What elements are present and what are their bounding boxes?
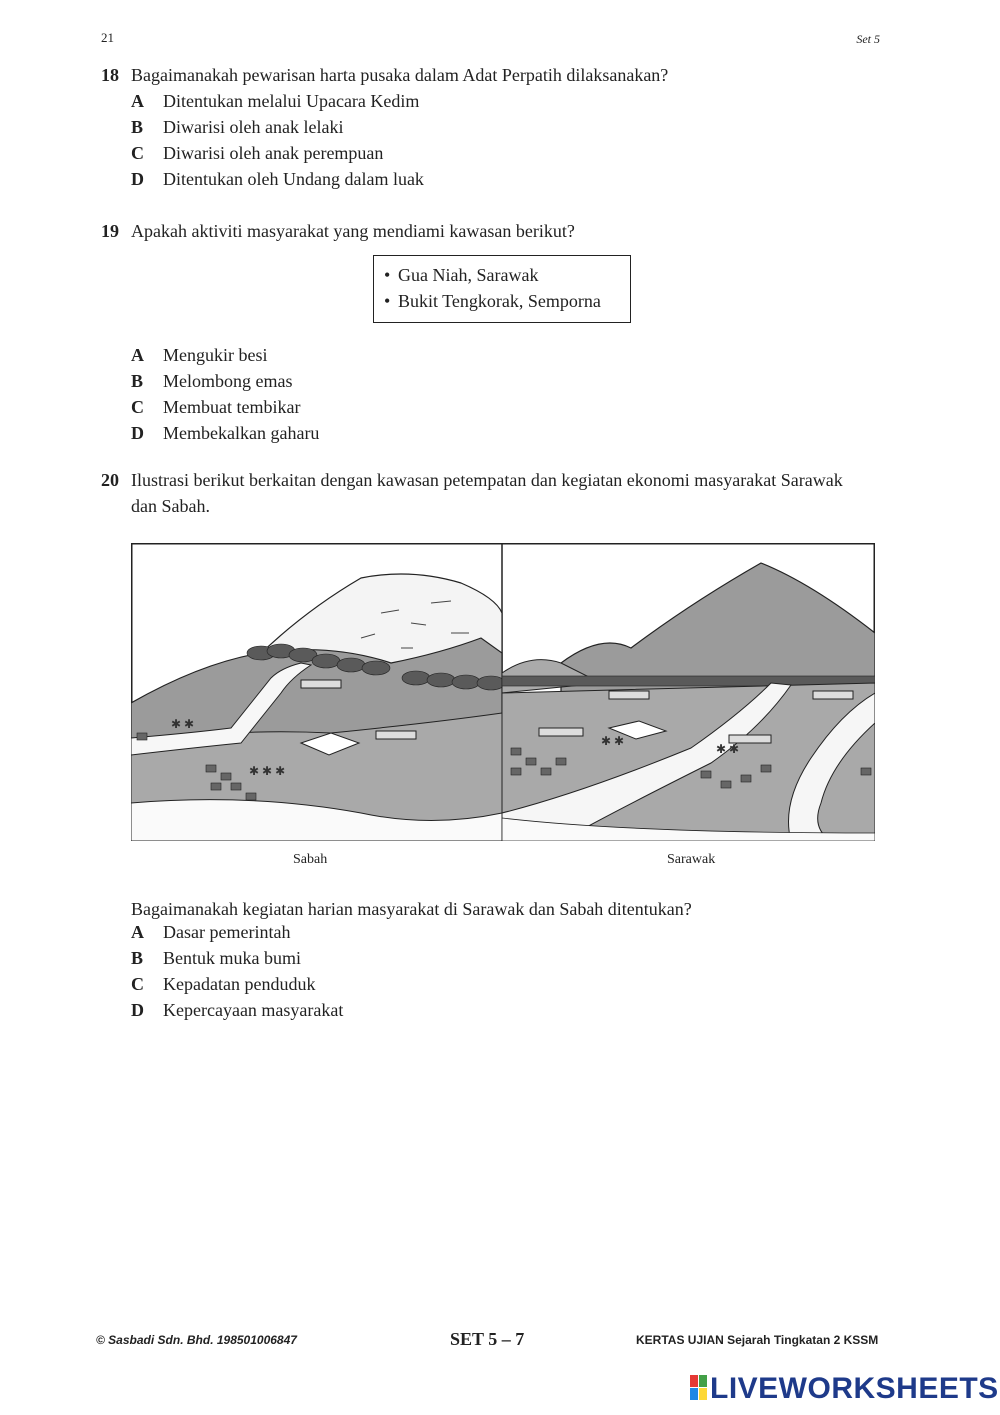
question-stem-line1: Ilustrasi berikut berkaitan dengan kawasan petempatan dan kegiatan ekonomi masyarakat Sarawak	[131, 470, 843, 490]
question-20	[101, 467, 891, 519]
question-19	[101, 218, 575, 244]
option-d[interactable]: D Kepercayaan masyarakat	[131, 1000, 344, 1020]
option-b[interactable]: B Bentuk muka bumi	[131, 948, 301, 968]
option-c[interactable]: C Kepadatan penduduk	[131, 974, 316, 994]
question-number: 18	[101, 65, 119, 85]
caption-sabah: Sabah	[293, 852, 328, 867]
liveworksheets-brand[interactable]: LIVEWORKSHEETS	[690, 1372, 999, 1406]
footer-copyright: © Sasbadi Sdn. Bhd. 198501006847	[96, 1333, 297, 1347]
question-stem: Apakah aktiviti masyarakat yang mendiami kawasan berikut?	[131, 221, 575, 241]
option-a[interactable]: A Dasar pemerintah	[131, 922, 291, 942]
svg-text:✱ ✱: ✱ ✱	[601, 734, 625, 748]
svg-text:✱ ✱: ✱ ✱	[716, 742, 740, 756]
option-b[interactable]: B Melombong emas	[131, 371, 293, 391]
svg-text:✱ ✱: ✱ ✱	[171, 717, 195, 731]
liveworksheets-logo-icon	[690, 1375, 708, 1401]
option-c[interactable]: C Membuat tembikar	[131, 397, 301, 417]
q20-options	[131, 919, 343, 1023]
option-d[interactable]: D Membekalkan gaharu	[131, 423, 320, 443]
option-d[interactable]: D Ditentukan oleh Undang dalam luak	[131, 169, 424, 189]
q19-options	[131, 342, 319, 446]
option-a[interactable]: A Ditentukan melalui Upacara Kedim	[131, 91, 420, 111]
page-number: 21	[101, 30, 114, 45]
footer-page-label: SET 5 – 7	[450, 1329, 525, 1349]
question-number: 20	[101, 470, 119, 490]
box-item: • Gua Niah, Sarawak	[384, 265, 539, 285]
option-b[interactable]: B Diwarisi oleh anak lelaki	[131, 117, 344, 137]
q19-info-box	[373, 255, 631, 323]
question-number: 19	[101, 221, 119, 241]
question-20-prompt: Bagaimanakah kegiatan harian masyarakat di Sarawak dan Sabah ditentukan?	[131, 899, 692, 919]
question-18	[101, 62, 668, 88]
caption-sarawak: Sarawak	[667, 852, 716, 867]
question-stem: Bagaimanakah pewarisan harta pusaka dalam Adat Perpatih dilaksanakan?	[131, 65, 669, 85]
svg-text:✱ ✱ ✱: ✱ ✱ ✱	[249, 764, 286, 778]
option-c[interactable]: C Diwarisi oleh anak perempuan	[131, 143, 384, 163]
question-stem-line2: dan Sabah.	[131, 496, 210, 516]
box-item: • Bukit Tengkorak, Semporna	[384, 291, 601, 311]
landscape-illustration	[131, 543, 875, 841]
footer-title: KERTAS UJIAN Sejarah Tingkatan 2 KSSM	[636, 1333, 879, 1347]
option-a[interactable]: A Mengukir besi	[131, 345, 268, 365]
q18-options	[131, 88, 424, 192]
set-label: Set 5	[856, 32, 880, 46]
